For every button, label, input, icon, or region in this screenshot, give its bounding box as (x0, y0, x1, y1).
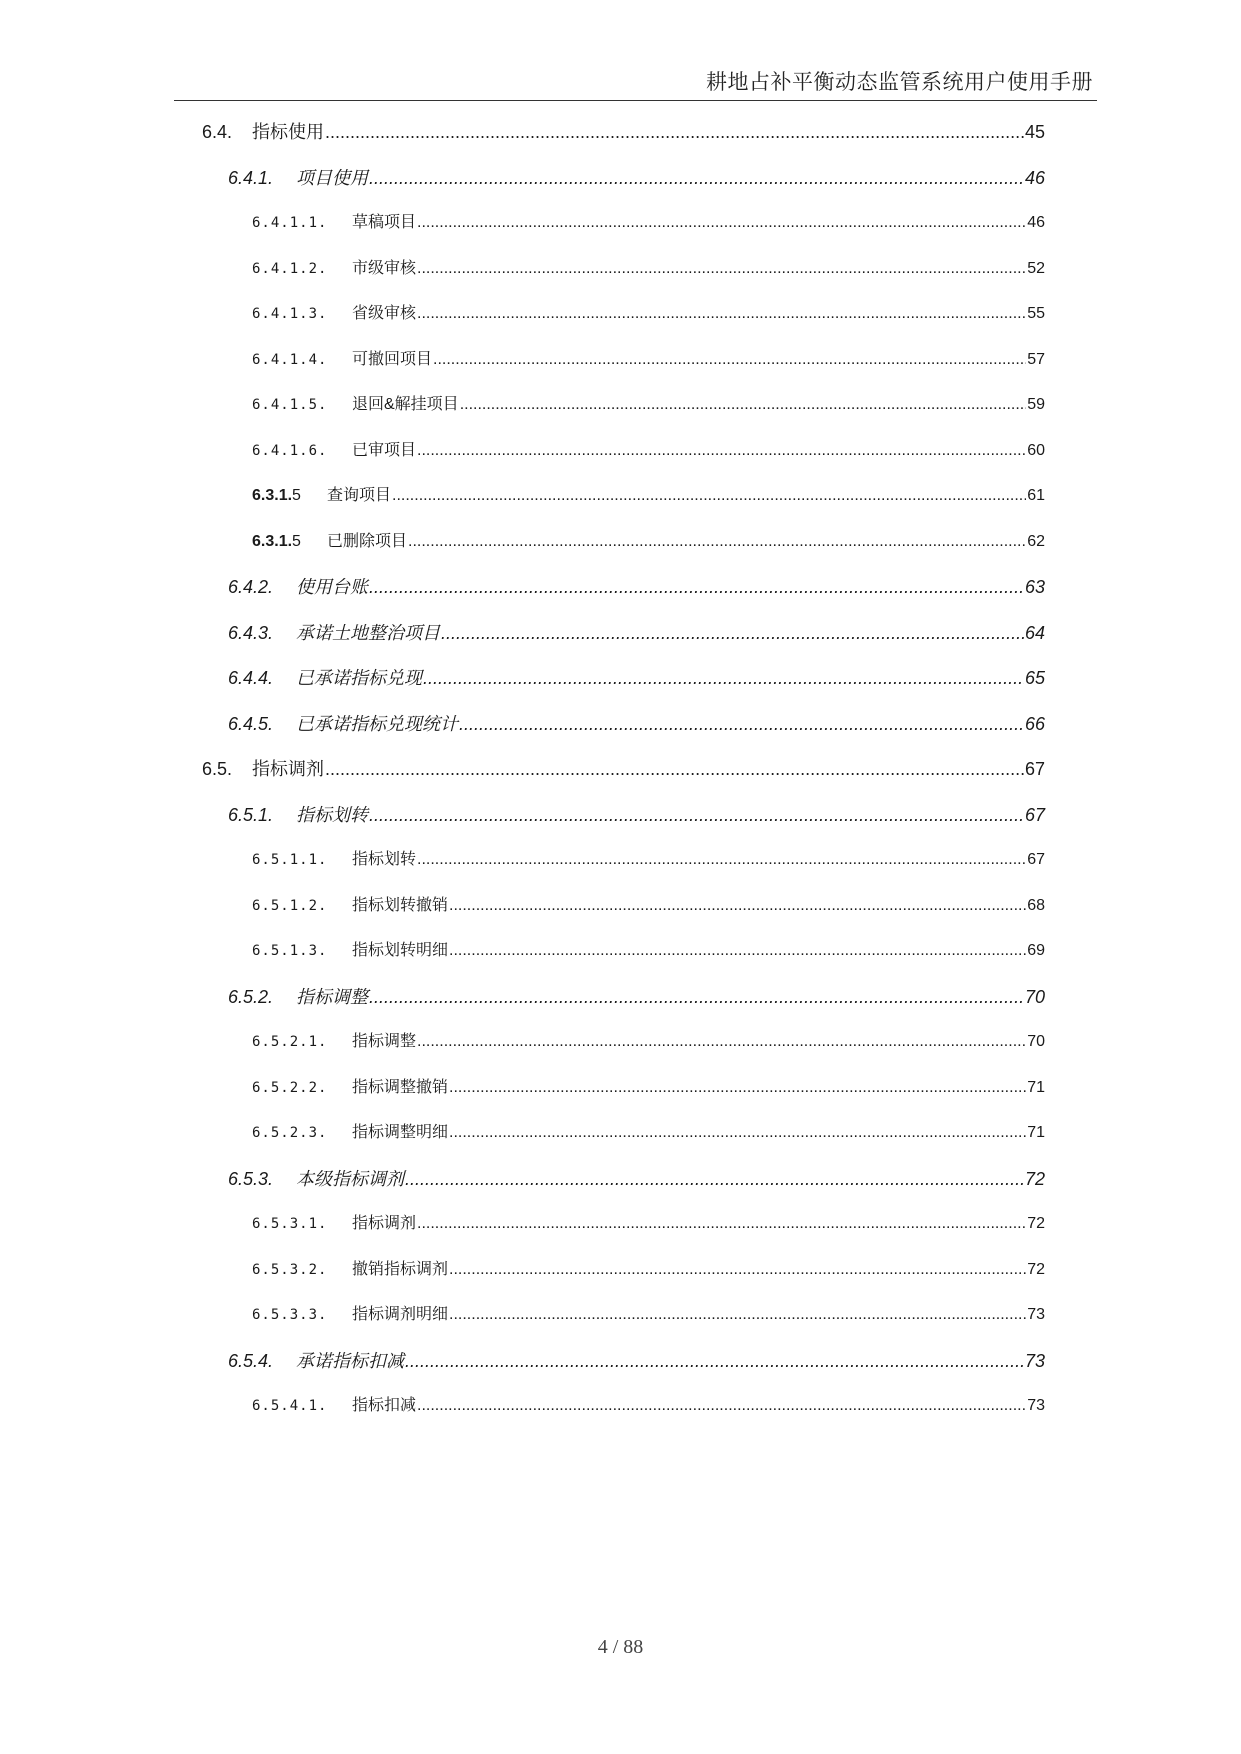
toc-dot-leader (423, 668, 1024, 689)
toc-entry-number: 6.5.1.3. (252, 943, 328, 959)
toc-entry-page: 71 (1027, 1078, 1045, 1096)
toc-entry[interactable] (252, 1210, 1045, 1233)
toc-entry-page: 73 (1024, 1350, 1045, 1371)
toc-entry-number: 6.5. (202, 759, 233, 779)
toc-entry-page: 68 (1027, 896, 1045, 914)
toc-dot-leader (405, 1169, 1024, 1190)
toc-dot-leader (417, 305, 1026, 323)
toc-dot-leader (408, 533, 1026, 551)
toc-dot-leader (449, 1261, 1026, 1279)
toc-dot-leader (417, 214, 1026, 232)
toc-entry-number: 6.4.3. (228, 622, 274, 643)
toc-entry-number: 6.5.3. (228, 1168, 274, 1189)
toc-entry-title: 指标划转撤销 (352, 896, 449, 914)
toc-entry-title: 省级审核 (352, 305, 417, 322)
toc-entry-page: 52 (1027, 259, 1045, 277)
toc-dot-leader (369, 805, 1024, 826)
toc-entry-title: 退回&解挂项目 (352, 396, 459, 413)
toc-entry[interactable] (252, 1028, 1045, 1051)
toc-entry-number (252, 533, 327, 551)
toc-entry-page: 45 (1024, 122, 1045, 142)
toc-entry-number: 6.5.4.1. (252, 1398, 328, 1414)
toc-entry-number: 6.4.1.2. (252, 260, 328, 277)
toc-entry-page: 70 (1027, 1033, 1045, 1050)
toc-entry-number: 6.5.3.1. (252, 1216, 328, 1232)
toc-entry-page: 60 (1027, 441, 1045, 459)
toc-entry-title: 指标划转 (296, 804, 368, 825)
toc-dot-leader (417, 1033, 1026, 1051)
toc-entry-number: 6.5.3.3. (252, 1307, 328, 1323)
toc-entry-page: 64 (1024, 622, 1045, 643)
toc-entry-number: 6.5.1. (228, 804, 274, 825)
toc-entry-page: 73 (1027, 1397, 1045, 1414)
toc-entry-number: 6.5.2.2. (252, 1079, 328, 1096)
toc-entry-title: 指标使用 (252, 122, 324, 142)
toc-entry-page: 67 (1024, 759, 1045, 779)
toc-entry-page: 72 (1027, 1215, 1045, 1232)
toc-dot-leader (417, 260, 1026, 278)
toc-entry[interactable] (228, 664, 1045, 690)
toc-dot-leader (369, 577, 1024, 598)
page-number: 4 / 88 (597, 1636, 644, 1658)
toc-entry-number: 6.5.2.3. (252, 1125, 328, 1141)
toc-entry[interactable] (228, 619, 1045, 645)
toc-entry[interactable] (252, 1301, 1045, 1324)
toc-entry-title: 已审项目 (352, 441, 417, 459)
toc-entry-page: 70 (1024, 986, 1045, 1007)
toc-entry-title: 指标调剂 (352, 1215, 417, 1232)
toc-dot-leader (417, 442, 1026, 460)
toc-dot-leader (459, 714, 1024, 735)
toc-entry-number: 6.5.4. (228, 1350, 274, 1371)
toc-entry-number (252, 487, 327, 505)
toc-dot-leader (417, 1397, 1026, 1415)
toc-entry-title: 已承诺指标兑现统计 (296, 713, 458, 734)
toc-entry-page: 72 (1024, 1168, 1045, 1189)
toc-entry-page: 46 (1027, 214, 1045, 231)
toc-entry-number: 6.4.1. (228, 167, 274, 188)
toc-entry-title: 已承诺指标兑现 (296, 668, 422, 688)
toc-entry[interactable] (252, 255, 1045, 278)
toc-dot-leader (449, 1079, 1026, 1097)
toc-dot-leader (449, 942, 1026, 960)
toc-entry[interactable] (228, 573, 1045, 599)
toc-entry-number: 6.5.3.2. (252, 1261, 328, 1278)
toc-entry-title: 指标划转明细 (352, 942, 449, 959)
toc-entry-number: 6.4.1.6. (252, 442, 328, 459)
toc-entry[interactable] (228, 710, 1045, 736)
toc-entry-number: 6.4.1.5. (252, 397, 328, 413)
toc-dot-leader (417, 1215, 1026, 1233)
toc-entry-title: 草稿项目 (352, 214, 417, 231)
toc-entry-title: 承诺指标扣减 (296, 1350, 404, 1371)
toc-entry-title: 承诺土地整治项目 (296, 622, 440, 643)
toc-entry[interactable] (252, 437, 1045, 460)
toc-entry[interactable] (252, 1392, 1045, 1415)
toc-entry[interactable] (252, 391, 1045, 414)
toc-entry-page: 69 (1027, 942, 1045, 959)
toc-entry[interactable] (228, 801, 1045, 827)
toc-entry-page: 65 (1024, 668, 1045, 688)
toc-entry[interactable] (228, 1165, 1045, 1191)
toc-entry-page: 46 (1024, 167, 1045, 188)
toc-entry-page: 67 (1024, 804, 1045, 825)
toc-entry[interactable] (252, 482, 1045, 505)
toc-entry-title: 本级指标调剂 (296, 1168, 404, 1189)
toc-entry-title: 指标调整 (352, 1033, 417, 1050)
toc-entry-page: 71 (1027, 1124, 1045, 1141)
toc-dot-leader (392, 487, 1026, 505)
toc-entry[interactable] (252, 846, 1045, 869)
toc-entry-page: 73 (1027, 1306, 1045, 1323)
toc-entry-title: 指标调剂明细 (352, 1306, 449, 1323)
toc-dot-leader (405, 1351, 1024, 1372)
toc-entry-number: 6.4. (202, 122, 233, 142)
toc-entry-number-suffix: 5 (292, 532, 301, 550)
toc-entry-page: 61 (1027, 487, 1045, 504)
toc-dot-leader (417, 851, 1026, 869)
toc-entry[interactable] (252, 892, 1045, 915)
toc-entry-page: 59 (1027, 396, 1045, 413)
toc-entry[interactable] (202, 755, 1045, 781)
toc-entry[interactable] (252, 1074, 1045, 1097)
toc-entry[interactable] (252, 1256, 1045, 1279)
toc-entry-number: 6.4.1.1. (252, 215, 328, 231)
toc-dot-leader (369, 987, 1024, 1008)
toc-entry-page: 55 (1027, 305, 1045, 322)
toc-dot-leader (325, 122, 1024, 143)
toc-entry-page: 72 (1027, 1260, 1045, 1278)
toc-entry-number: 6.4.4. (228, 668, 274, 688)
toc-entry-title: 指标调整明细 (352, 1124, 449, 1141)
toc-entry-page: 57 (1027, 350, 1045, 368)
toc-entry[interactable] (228, 164, 1045, 190)
toc-entry-number: 6.4.2. (228, 577, 274, 597)
toc-entry-page: 63 (1024, 577, 1045, 597)
page-header (174, 58, 1097, 101)
toc-entry[interactable] (252, 937, 1045, 960)
toc-entry-number: 6.5.2. (228, 986, 274, 1007)
toc-dot-leader (449, 1124, 1026, 1142)
toc-entry[interactable] (252, 528, 1045, 551)
toc-entry-number: 6.4.1.3. (252, 306, 328, 322)
toc-dot-leader (441, 623, 1024, 644)
toc-dot-leader (325, 759, 1024, 780)
toc-entry-page: 62 (1027, 532, 1045, 550)
toc-entry[interactable] (252, 1119, 1045, 1142)
toc-entry[interactable] (228, 983, 1045, 1009)
toc-entry-number: 6.5.1.2. (252, 897, 328, 914)
toc-entry-title: 查询项目 (327, 487, 392, 504)
toc-entry-title: 已删除项目 (327, 532, 408, 550)
toc-entry-page: 67 (1027, 851, 1045, 868)
toc-entry-page: 66 (1024, 713, 1045, 734)
toc-entry-number: 6.5.2.1. (252, 1034, 328, 1050)
toc-entry-title: 指标调剂 (252, 759, 324, 779)
toc-entry[interactable] (202, 118, 1045, 144)
toc-entry-title: 可撤回项目 (352, 350, 433, 368)
toc-entry-title: 撤销指标调剂 (352, 1260, 449, 1278)
toc-dot-leader (433, 351, 1026, 369)
toc-entry-number: 6.4.5. (228, 713, 274, 734)
toc-entry-title: 市级审核 (352, 259, 417, 277)
toc-entry-title: 指标调整 (296, 986, 368, 1007)
toc-entry-title: 项目使用 (296, 167, 368, 188)
toc-entry-number-suffix: 5 (292, 487, 301, 504)
toc-dot-leader (449, 1306, 1026, 1324)
toc-entry-title: 指标调整撤销 (352, 1078, 449, 1096)
toc-entry[interactable] (252, 209, 1045, 232)
toc-entry-number: 6.5.1.1. (252, 852, 328, 868)
toc-entry-title: 使用台账 (296, 577, 368, 597)
toc-entry-title: 指标扣减 (352, 1397, 417, 1414)
toc-entry-number-bold: 6.3.1. (252, 487, 293, 504)
toc-entry-number-bold: 6.3.1. (252, 532, 293, 550)
toc-entry[interactable] (252, 346, 1045, 369)
toc-entry-number: 6.4.1.4. (252, 351, 328, 368)
toc-dot-leader (449, 897, 1026, 915)
toc-entry-title: 指标划转 (352, 851, 417, 868)
toc-dot-leader (369, 168, 1024, 189)
document-title: 耕地占补平衡动态监管系统用户使用手册 (706, 70, 1093, 94)
toc-entry[interactable] (252, 300, 1045, 323)
toc-entry[interactable] (228, 1347, 1045, 1373)
toc-dot-leader (460, 396, 1027, 414)
